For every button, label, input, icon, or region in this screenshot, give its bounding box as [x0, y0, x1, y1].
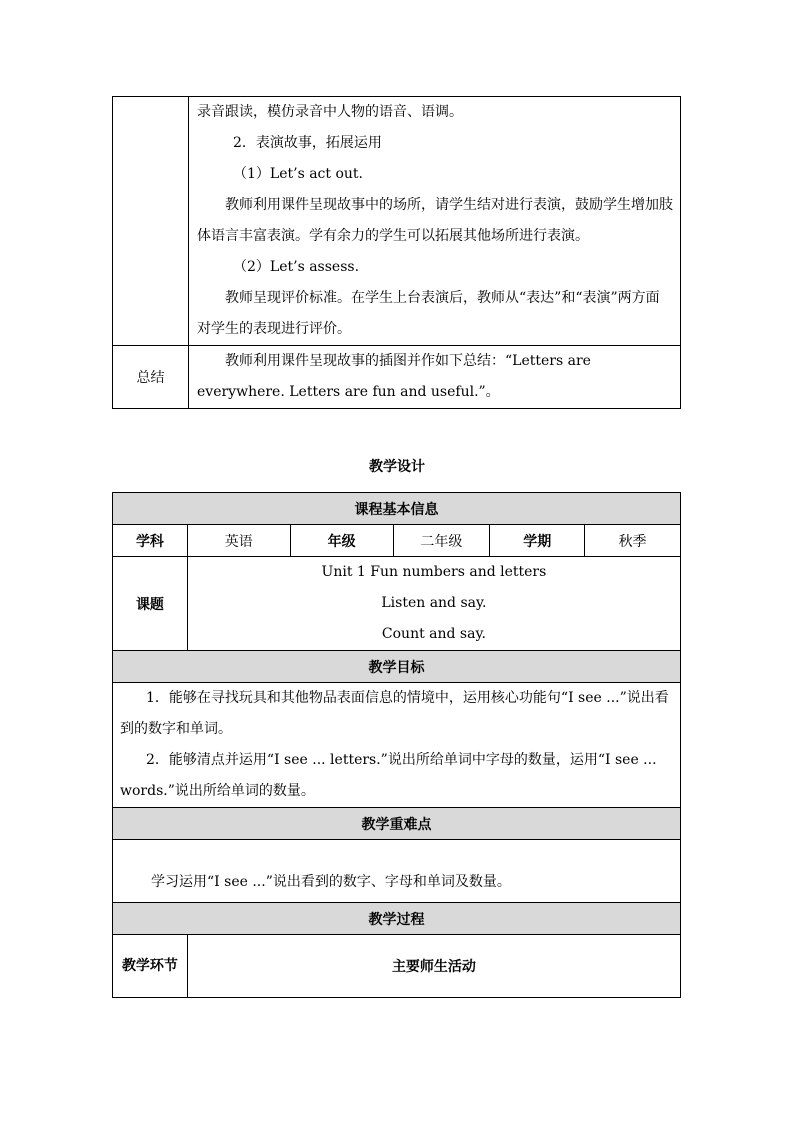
- activity-paragraph: 教师呈现评价标准。在学生上台表演后，教师从“表达”和“表演”两方面对学生的表现进行评价。: [197, 290, 660, 337]
- grade-label: 年级: [290, 525, 393, 557]
- activity-cell: [189, 97, 681, 346]
- document-title: 教学设计: [369, 459, 425, 475]
- subject-label: 学科: [113, 525, 188, 557]
- basic-info-header: 课程基本信息: [113, 493, 681, 525]
- key-points-text: 学习运用“I see ...”说出看到的数字、字母和单词及数量。: [151, 874, 511, 890]
- goal-item: 2．能够清点并运用“I see ... letters.”说出所给单词中字母的数量，运用“I see ... words.”说出所给单词的数量。: [120, 752, 657, 799]
- activity-subheading: （1）Let’s act out.: [233, 166, 363, 182]
- activity-paragraph: 教师利用课件呈现故事中的场所，请学生结对进行表演，鼓励学生增加肢体语言丰富表演。学有余力的学生可以拓展其他场所进行表演。: [197, 197, 673, 244]
- summary-cell: [189, 346, 681, 409]
- empty-stage-cell: [113, 97, 189, 346]
- topic-unit-title: Unit 1 Fun numbers and letters: [321, 564, 547, 580]
- topic-label: 课题: [113, 557, 188, 651]
- goals-header: 教学目标: [113, 651, 681, 683]
- activity-heading: 2．表演故事，拓展运用: [233, 135, 382, 151]
- process-stage-label: 教学环节: [113, 935, 188, 998]
- activity-line: 录音跟读，模仿录音中人物的语音、语调。: [197, 104, 463, 120]
- summary-text: 教师利用课件呈现故事的插图并作如下总结：“Letters are everywhere. Letters are fun and useful.”。: [197, 353, 591, 400]
- lesson-design-table: [112, 492, 681, 998]
- grade-value: 二年级: [393, 525, 490, 557]
- key-points-header: 教学重难点: [113, 808, 681, 840]
- goal-item: 1．能够在寻找玩具和其他物品表面信息的情境中，运用核心功能句“I see ...”说出看到的数字和单词。: [120, 690, 669, 737]
- subject-value: 英语: [187, 525, 290, 557]
- key-points-cell: [113, 840, 681, 903]
- term-label: 学期: [490, 525, 585, 557]
- process-header: 教学过程: [113, 903, 681, 935]
- summary-label: 总结: [113, 346, 189, 409]
- activity-subheading: （2）Let’s assess.: [233, 259, 360, 275]
- previous-lesson-table: [112, 96, 681, 409]
- topic-cell: [187, 557, 680, 651]
- topic-part: Listen and say.: [381, 595, 487, 611]
- process-main-label: 主要师生活动: [187, 935, 680, 998]
- topic-part: Count and say.: [381, 626, 486, 642]
- term-value: 秋季: [585, 525, 681, 557]
- goals-cell: [113, 683, 681, 808]
